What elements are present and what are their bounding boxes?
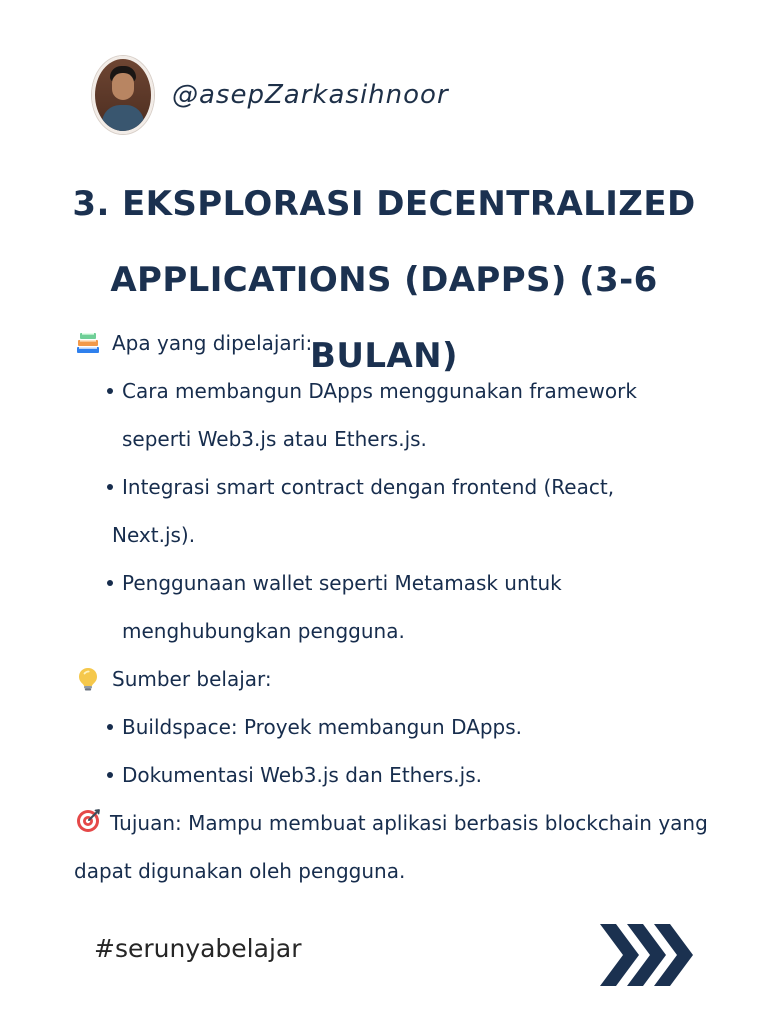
profile-handle: @asepZarkasihnoor xyxy=(172,80,449,110)
what-to-learn-list xyxy=(74,367,708,655)
profile-header xyxy=(92,56,449,134)
resources-list xyxy=(74,703,708,799)
list-item-line-1: Penggunaan wallet seperti Metamask untuk xyxy=(74,559,708,607)
goal-section xyxy=(74,799,708,895)
goal-text-block xyxy=(74,799,708,895)
hashtag: #serunyabelajar xyxy=(94,934,302,963)
list-item-line-1: Integrasi smart contract dengan frontend (React, xyxy=(74,463,708,511)
list-item: Dokumentasi Web3.js dan Ethers.js. xyxy=(74,751,708,799)
list-item-line-2: seperti Web3.js atau Ethers.js. xyxy=(122,427,427,451)
goal-text: Tujuan: Mampu membuat aplikasi berbasis blockchain yang dapat digunakan oleh pengguna. xyxy=(74,811,708,883)
resources-heading xyxy=(74,655,708,703)
what-to-learn-label: Apa yang dipelajari: xyxy=(112,331,313,355)
avatar-shirt xyxy=(102,105,144,134)
avatar xyxy=(92,56,154,134)
resources-section xyxy=(74,655,708,799)
list-item xyxy=(74,463,708,559)
list-item xyxy=(74,367,708,463)
list-item xyxy=(74,559,708,655)
page-title-line-2: APPLICATIONS (DAPPS) (3-6 BULAN) xyxy=(110,260,658,376)
resources-label: Sumber belajar: xyxy=(112,667,272,691)
what-to-learn-section xyxy=(74,319,708,655)
list-item-line-2: Next.js). xyxy=(112,523,196,547)
lightbulb-icon xyxy=(74,665,102,693)
list-item: Buildspace: Proyek membangun DApps. xyxy=(74,703,708,751)
page-title-line-1: 3. EKSPLORASI DECENTRALIZED xyxy=(72,184,696,224)
target-icon xyxy=(74,807,102,835)
books-icon xyxy=(74,329,102,357)
list-item-line-2: menghubungkan pengguna. xyxy=(122,619,405,643)
content-body xyxy=(74,319,708,895)
what-to-learn-heading xyxy=(74,319,708,367)
list-item-line-1: Cara membangun DApps menggunakan framework xyxy=(74,367,708,415)
avatar-face xyxy=(112,73,134,100)
triple-chevron-right-icon[interactable] xyxy=(600,924,694,986)
